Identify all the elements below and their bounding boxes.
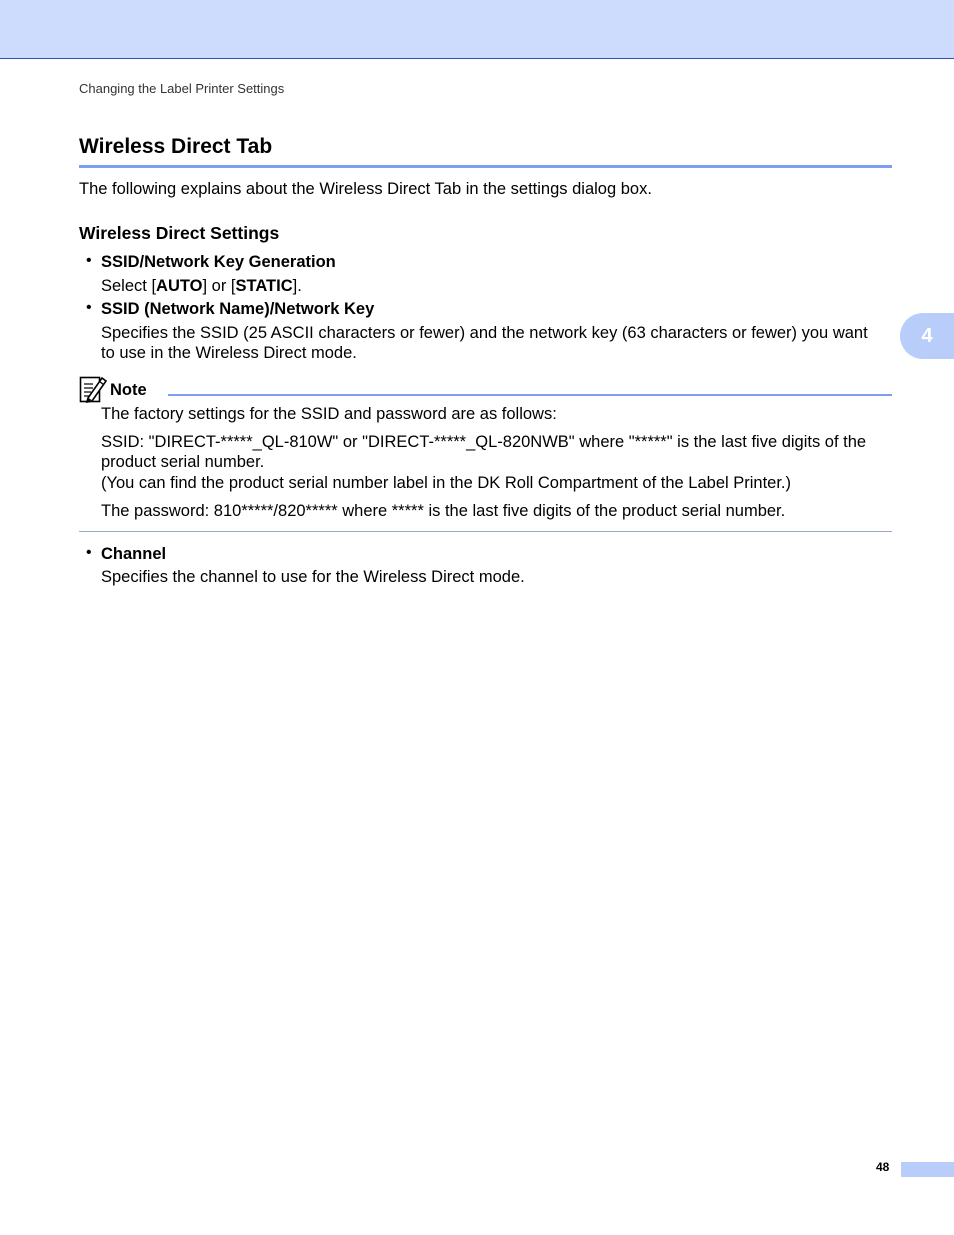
option-auto: AUTO bbox=[156, 277, 203, 295]
note-rule bbox=[168, 394, 892, 396]
chapter-tab: 4 bbox=[900, 313, 954, 359]
item-label-channel: Channel bbox=[101, 545, 167, 563]
item-desc-ssid-key-generation: Select [AUTO] or [STATIC]. bbox=[101, 277, 302, 295]
item-desc-ssid-network-key-line2: to use in the Wireless Direct mode. bbox=[101, 344, 357, 362]
page-number-tab bbox=[901, 1162, 954, 1177]
note-ssid-line3: (You can find the product serial number label in the DK Roll Compartment of the Label Printer.) bbox=[101, 474, 792, 492]
note-end-rule bbox=[79, 531, 892, 532]
note-ssid-line1: SSID: "DIRECT-*****_QL-810W" or "DIRECT-*****_QL-820NWB" where "*****" is the last five digits of the bbox=[101, 433, 867, 451]
section-title-rule bbox=[79, 165, 892, 168]
subsection-title: Wireless Direct Settings bbox=[79, 223, 280, 243]
note-label: Note bbox=[110, 381, 147, 399]
option-static: STATIC bbox=[235, 277, 293, 295]
section-intro: The following explains about the Wireless Direct Tab in the settings dialog box. bbox=[79, 180, 652, 198]
header-band bbox=[0, 0, 954, 59]
bullet-marker: • bbox=[86, 544, 92, 561]
section-title: Wireless Direct Tab bbox=[79, 135, 273, 158]
note-intro: The factory settings for the SSID and password are as follows: bbox=[101, 405, 557, 423]
bullet-marker: • bbox=[86, 299, 92, 316]
item-desc-channel: Specifies the channel to use for the Wireless Direct mode. bbox=[101, 568, 525, 586]
note-pencil-icon bbox=[79, 374, 107, 404]
item-label-ssid-key-generation: SSID/Network Key Generation bbox=[101, 253, 336, 271]
running-header: Changing the Label Printer Settings bbox=[79, 81, 285, 96]
bullet-marker: • bbox=[86, 252, 92, 269]
note-ssid-line2: product serial number. bbox=[101, 453, 265, 471]
note-password: The password: 810*****/820***** where ***** is the last five digits of the product serial number. bbox=[101, 502, 786, 520]
page-number: 48 bbox=[876, 1160, 890, 1174]
item-desc-ssid-network-key-line1: Specifies the SSID (25 ASCII characters or fewer) and the network key (63 characters or fewer) you want bbox=[101, 324, 868, 342]
item-label-ssid-network-key: SSID (Network Name)/Network Key bbox=[101, 300, 375, 318]
